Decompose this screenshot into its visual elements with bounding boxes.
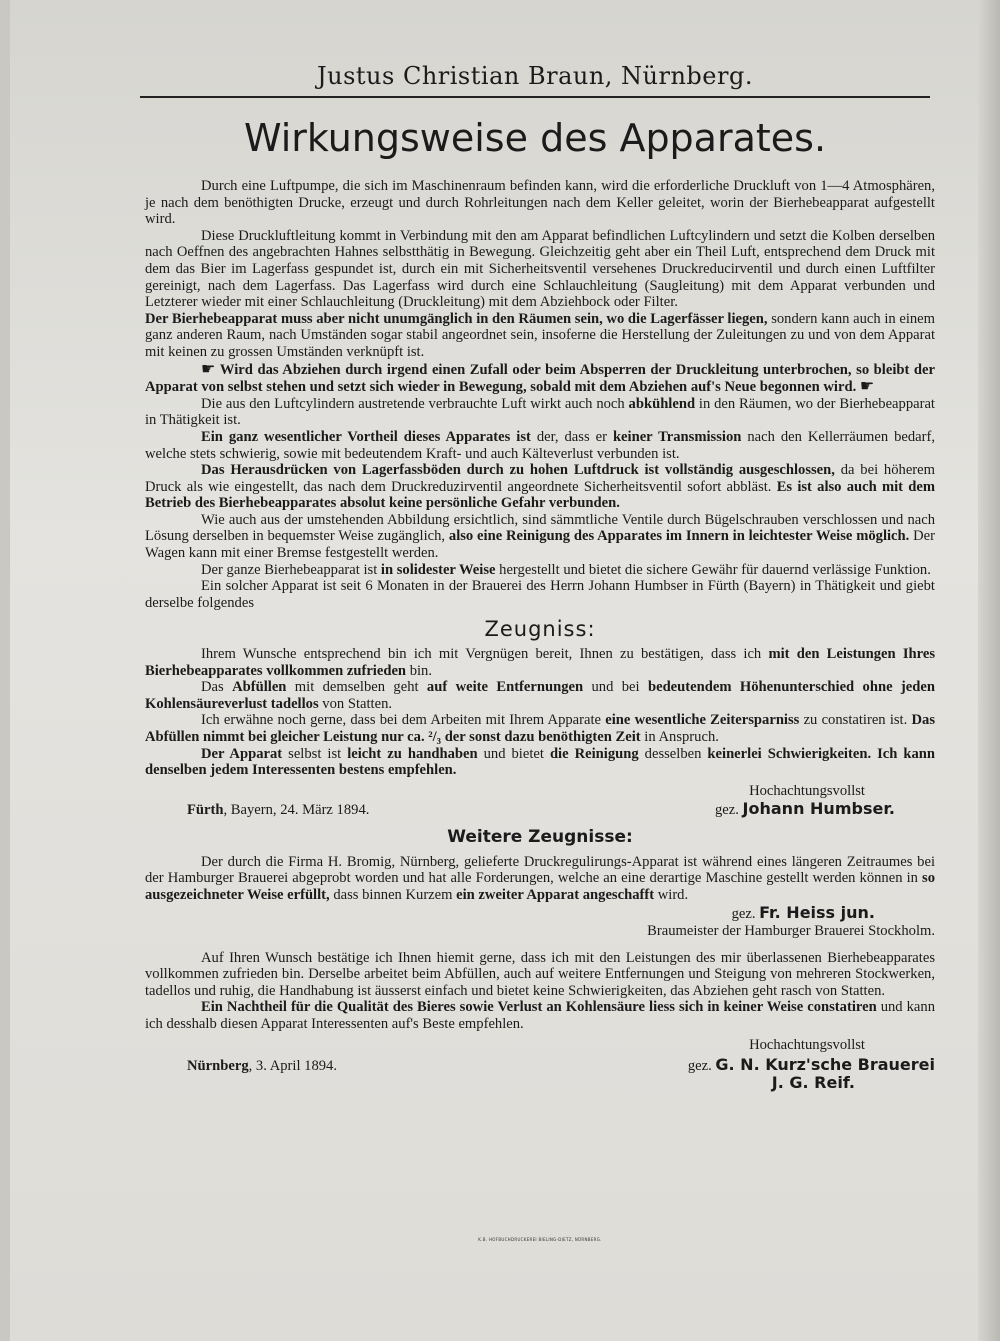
zeugnis-heading: Zeugniss: (484, 617, 596, 642)
signer-role: Braumeister der Hamburger Brauerei Stockholm. (647, 922, 935, 939)
place-date: Nürnberg, 3. April 1894. (187, 1058, 337, 1075)
pointing-hand-icon: ☛ (859, 376, 875, 396)
signature: gez. Johann Humbser. (714, 799, 895, 819)
paragraph: Ein solcher Apparat ist seit 6 Monaten in der Brauerei des Herrn Johann Humbser in Fürth (Bayern) in Thätigkeit und giebt derselbe folgendes (145, 578, 935, 611)
paragraph: Wie auch aus der umstehenden Abbildung ersichtlich, sind sämmtliche Ventile durch Bügelschrauben verschlossen und nach Lösung derselben in bequemster Weise zugänglich, also eine Reinigung des Apparates im Innern in leichtester Weise möglich. Der Wagen kann mit einer Bremse festgestellt werden. (145, 511, 936, 562)
page-header: Justus Christian Braun, Nürnberg. (317, 62, 753, 90)
signature-row (145, 801, 935, 819)
paragraph: Ihrem Wunsche entsprechend bin ich mit Vergnügen bereit, Ihnen zu bestätigen, dass ich mit den Leistungen Ihres Bierhebeapparates vollkommen zufrieden bin. (145, 646, 935, 679)
paragraph: Auf Ihren Wunsch bestätige ich Ihnen hiemit gerne, dass ich mit den Leistungen des mir überlassenen Bierhebeapparates vollkommen zufrieden bin. Derselbe arbeitet beim Abfüllen, auch auf weitere Entfernungen und Steigung von mehreren Stockwerken, tadellos und ruhig, die Handhabung ist äusserst einfach und bietet keine Schwierigkeiten, das Abziehen geht rasch von Statten. (145, 949, 935, 999)
header-rule (140, 96, 930, 98)
place-date: Fürth, Bayern, 24. März 1894. (187, 802, 370, 819)
paragraph: Das Herausdrücken von Lagerfassböden durch zu hohen Luftdruck ist vollständig ausgeschlossen, da bei höherem Druck als wie eingestellt, das nach dem Druckreduzirventil angeordnete Sicherheitsventil sofort abbläst. Es ist also auch mit dem Betrieb des Bierhebeapparates absolut keine persönliche Gefahr verbunden. (145, 462, 935, 512)
signature: gez. Fr. Heiss jun. (731, 903, 875, 923)
printer-imprint: K.B. HOFBUCHDRUCKEREI BIELING-DIETZ, NÜRNBERG. (478, 1237, 602, 1242)
document-body (145, 178, 935, 1092)
paragraph: Diese Druckluftleitung kommt in Verbindung mit den am Apparat befindlichen Luftcylindern und setzt die Kolben derselben nach Oeffnen des angebrachten Hahnes selbstthätig in Bewegung. Gleichzeitig geht aber ein Theil Luft, entsprechend dem Druck mit dem das Bier im Lagerfass gespundet ist, durch ein mit Sicherheitsventil versehenes Druckreducirventil und durch einen Luftfilter gereinigt, nach dem Lagerfass. Das Lagerfass wird durch eine Schlauchleitung (Saugleitung) mit dem Apparat verbunden und Letzterer wieder mit einer Schlauchleitung (Druckleitung) mit dem Abziehbock oder Filter. (145, 227, 935, 311)
paragraph: Der Apparat selbst ist leicht zu handhaben und bietet die Reinigung desselben keinerlei Schwierigkeiten. Ich kann denselben jedem Interessenten bestens empfehlen. (145, 745, 936, 779)
paragraph: Der ganze Bierhebeapparat ist in solidester Weise hergestellt und bietet die sichere Gewähr für dauernd verlässige Funktion. (201, 561, 931, 578)
pointing-hand-icon: ☛ (201, 358, 216, 378)
paragraph: Ich erwähne noch gerne, dass bei dem Arbeiten mit Ihrem Apparate eine wesentliche Zeitersparniss zu constatiren ist. Das Abfüllen nimmt bei gleicher Leistung nur ca. ²/₃ der sonst dazu benöthigten Zeit in Anspruch. (145, 712, 936, 745)
paragraph: Ein Nachtheil für die Qualität des Bieres sowie Verlust an Kohlensäure liess sich in keiner Weise constatiren und kann ich desshalb diesen Apparat Interessenten auf's Beste empfehlen. (145, 999, 935, 1032)
signature: gez. G. N. Kurz'sche Brauerei (687, 1055, 935, 1075)
paragraph: Die aus den Luftcylindern austretende verbrauchte Luft wirkt auch noch abkühlend in den Räumen, wo der Bierhebeapparat in Thätigkeit ist. (145, 395, 935, 429)
paragraph: ☛ Wird das Abziehen durch irgend einen Zufall oder beim Absperren der Druckleitung unterbrochen, so bleibt der Apparat von selbst stehen und setzt sich wieder in Bewegung, sobald mit dem Abziehen auf's Neue begonnen wird. ☛ (145, 358, 935, 396)
closing: Hochachtungsvollst (749, 1036, 865, 1053)
weitere-heading: Weitere Zeugnisse: (447, 826, 633, 847)
signature-name: J. G. Reif. (771, 1072, 855, 1092)
closing: Hochachtungsvollst (749, 782, 865, 799)
page-edge-left (0, 0, 10, 1341)
paragraph: Durch eine Luftpumpe, die sich im Maschinenraum befinden kann, wird die erforderliche Druckluft von 1—4 Atmosphären, je nach dem benöthigten Drucke, erzeugt und durch Rohrleitungen nach dem Keller geleitet, worin der Bierhebeapparat aufgestellt wird. (145, 178, 935, 228)
paragraph: Das Abfüllen mit demselben geht auf weite Entfernungen und bei bedeutendem Höhenunterschied ohne jeden Kohlensäureverlust tadellos von Statten. (145, 679, 935, 712)
paragraph: Ein ganz wesentlicher Vortheil dieses Apparates ist der, dass er keiner Transmission nach den Kellerräumen bedarf, welche stets schwierig, sowie mit bedeutendem Kraft- und auch Kälteverlust verbunden ist. (145, 428, 935, 462)
paragraph: Der durch die Firma H. Bromig, Nürnberg, gelieferte Druckregulirungs-Apparat ist während eines längeren Zeitraumes bei der Hamburger Brauerei abgeprobt worden und hat alle Forderungen, welche an eine derartige Maschine gestellt werden können in so ausgezeichneter Weise erfüllt, dass binnen Kurzem ein zweiter Apparat angeschafft wird. (145, 853, 935, 903)
page-title: Wirkungsweise des Apparates. (243, 116, 827, 160)
page-edge-right (978, 0, 1000, 1341)
paragraph: Der Bierhebeapparat muss aber nicht unumgänglich in den Räumen sein, wo die Lagerfässer liegen, sondern kann auch in einem ganz anderen Raum, nach Umständen sogar stabil angeordnet sein, insoferne die Herstellung der Zuleitungen zu und von dem Apparat mit keinen zu grossen Umständen verknüpft ist. (145, 310, 935, 360)
